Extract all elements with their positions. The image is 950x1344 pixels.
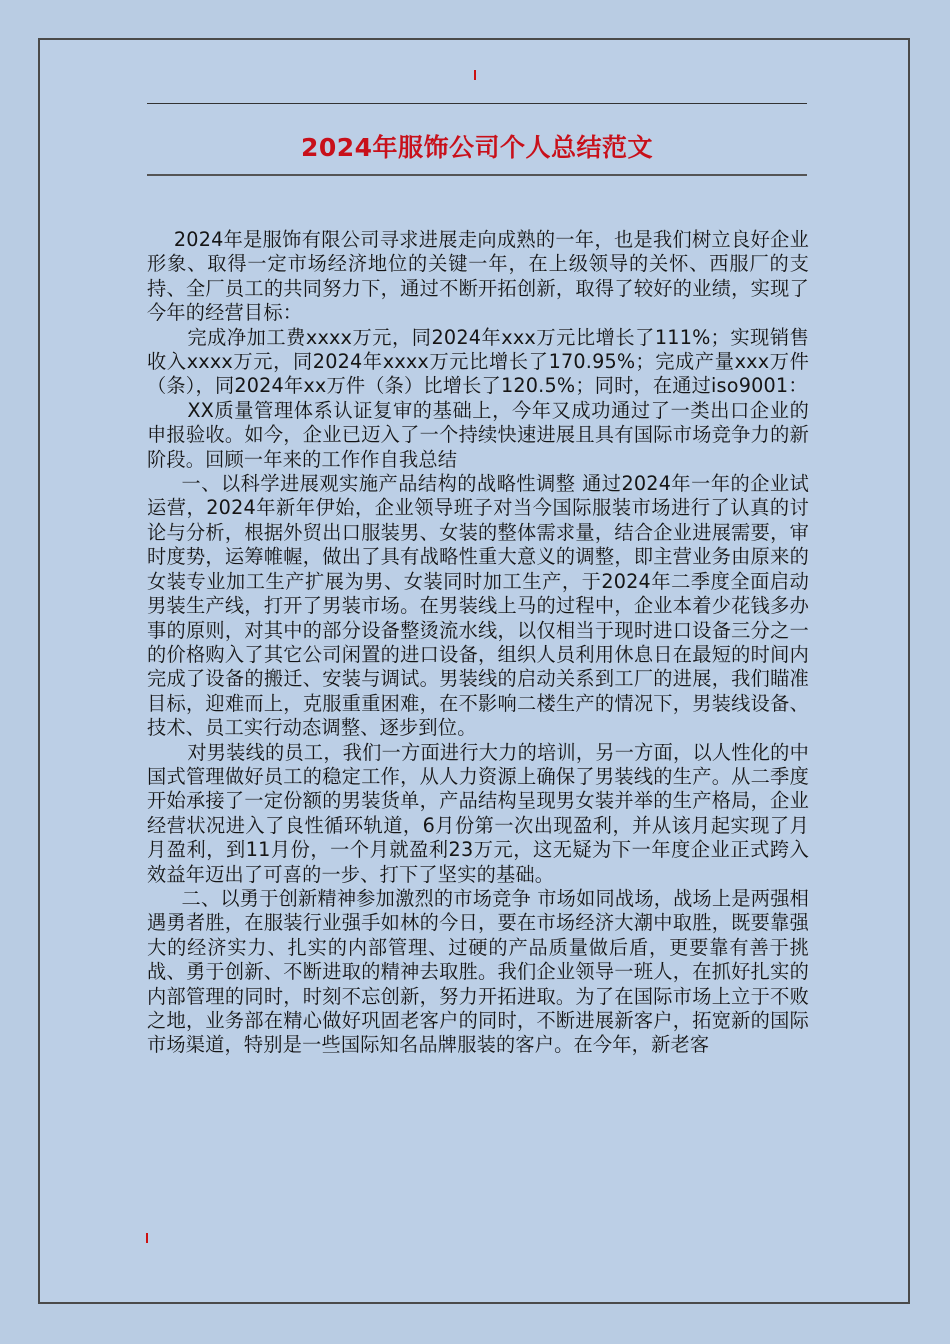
header-mark — [474, 70, 476, 80]
paragraph: 一、以科学进展观实施产品结构的战略性调整 通过2024年一年的企业试运营，2024年新年伊始，企业领导班子对当今国际服装市场进行了认真的讨论与分析，根据外贸出口服装男、女装的整体需求量，结合企业进展需要，审时度势，运筹帷幄，做出了具有战略性重大意义的调整，即主营业务由原来的女装专业加工生产扩展为男、女装同时加工生产，于2024年二季度全面启动男装生产线，打开了男装市场。在男装线上马的过程中，企业本着少花钱多办事的原则，对其中的部分设备整烫流水线，以仅相当于现时进口设备三分之一的价格购入了其它公司闲置的进口设备，组织人员利用休息日在最短的时间内完成了设备的搬迁、安装与调试。男装线的启动关系到工厂的进展，我们瞄准目标，迎难而上，克服重重困难，在不影响二楼生产的情况下，男装线设备、技术、员工实行动态调整、逐步到位。 — [147, 472, 809, 740]
footer-mark — [146, 1233, 148, 1243]
paragraph: XX质量管理体系认证复审的基础上，今年又成功通过了一类出口企业的申报验收。如今，企业已迈入了一个持续快速进展且具有国际市场竞争力的新阶段。回顾一年来的工作作自我总结 — [147, 398, 809, 471]
paragraph: 二、以勇于创新精神参加激烈的市场竞争 市场如同战场，战场上是两强相遇勇者胜，在服装行业强手如林的今日，要在市场经济大潮中取胜，既要靠强大的经济实力、扎实的内部管理、过硬的产品质量做后盾，更要靠有善于挑战、勇于创新、不断进取的精神去取胜。我们企业领导一班人，在抓好扎实的内部管理的同时，时刻不忘创新，努力开拓进取。为了在国际市场上立于不败之地，业务部在精心做好巩固老客户的同时，不断进展新客户，拓宽新的国际市场渠道，特别是一些国际知名品牌服装的客户。在今年，新老客 — [147, 886, 809, 1057]
title-rule — [147, 174, 807, 176]
document-body — [147, 228, 809, 1058]
header-rule — [147, 103, 807, 104]
document-title: 2024年服饰公司个人总结范文 — [300, 133, 654, 162]
document-page — [38, 38, 910, 1304]
paragraph: 对男装线的员工，我们一方面进行大力的培训，另一方面，以人性化的中国式管理做好员工的稳定工作，从人力资源上确保了男装线的生产。从二季度开始承接了一定份额的男装货单，产品结构呈现男女装并举的生产格局，企业经营状况进入了良性循环轨道，6月份第一次出现盈利，并从该月起实现了月月盈利，到11月份，一个月就盈利23万元，这无疑为下一年度企业正式跨入效益年迈出了可喜的一步、打下了坚实的基础。 — [147, 740, 809, 886]
paragraph: 完成净加工费xxxx万元，同2024年xxx万元比增长了111%；实现销售收入xxxx万元，同2024年xxxx万元比增长了170.95%；完成产量xxx万件（条），同2024年xx万件（条）比增长了120.5%；同时，在通过iso9001： — [147, 325, 809, 398]
paragraph: 2024年是服饰有限公司寻求进展走向成熟的一年，也是我们树立良好企业形象、取得一定市场经济地位的关键一年，在上级领导的关怀、西服厂的支持、全厂员工的共同努力下，通过不断开拓创新，取得了较好的业绩，实现了今年的经营目标： — [147, 228, 809, 325]
